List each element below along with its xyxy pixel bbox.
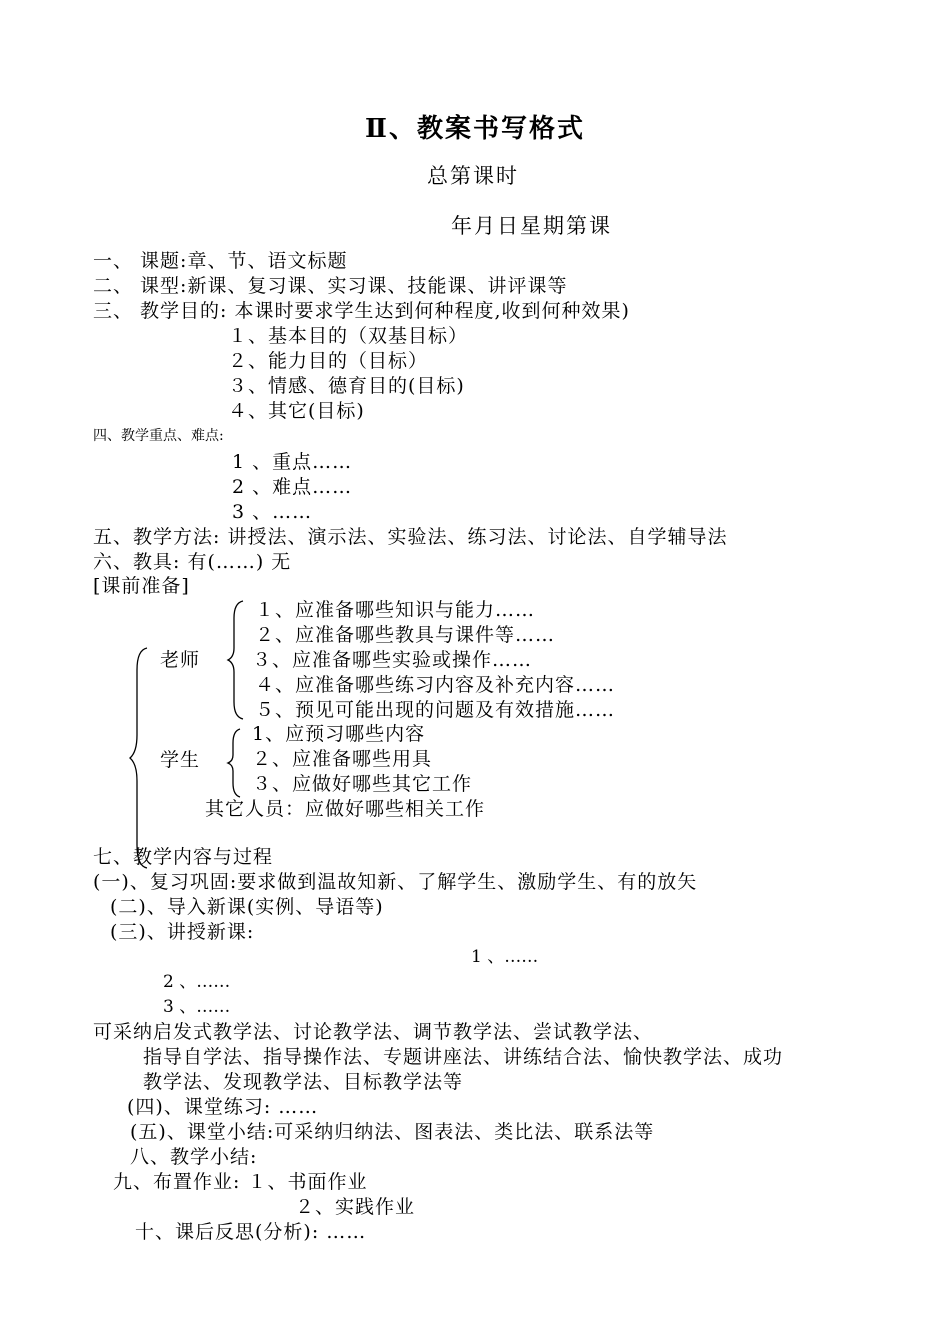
item-objective: 三、 教学目的: 本课时要求学生达到何种程度,收到何种效果) [93, 300, 630, 322]
objective-2: ２、能力目的（目标） [228, 350, 429, 372]
process-teach-new: (三)、讲授新课: [110, 921, 255, 943]
teach-step-1: 1 、…… [471, 947, 539, 967]
key-point-3: 3 、…… [232, 501, 313, 523]
item-preparation: [课前准备] [93, 575, 190, 597]
methods-line-2: 指导自学法、指导操作法、专题讲座法、讲练结合法、愉快教学法、成功 [143, 1046, 784, 1068]
teacher-item: ４、应准备哪些练习内容及补充内容…… [255, 674, 616, 696]
item-reflection: 十、课后反思(分析): …… [135, 1221, 367, 1243]
teacher-brace [228, 601, 243, 719]
homework-practice: ２、实践作业 [295, 1196, 416, 1218]
item-key-points: 四、教学重点、难点: [93, 428, 224, 444]
teacher-item: ３、应准备哪些实验或操作…… [252, 649, 533, 671]
key-point-1: 1 、重点…… [232, 451, 353, 473]
item-lesson-summary: 八、教学小结: [130, 1146, 258, 1168]
objective-3: ３、情感、德育目的(目标) [228, 375, 465, 397]
teach-step-3: 3 、…… [163, 997, 231, 1017]
student-brace [228, 729, 240, 797]
process-practice: (四)、课堂练习: …… [127, 1096, 319, 1118]
student-label: 学生 [160, 749, 201, 771]
teacher-item: ５、预见可能出现的问题及有效措施…… [255, 699, 616, 721]
teacher-item: ２、应准备哪些教具与课件等…… [255, 624, 556, 646]
student-item: ３、应做好哪些其它工作 [252, 773, 473, 795]
process-introduce: (二)、导入新课(实例、导语等) [110, 896, 384, 918]
objective-4: ４、其它(目标) [228, 400, 365, 422]
student-item: 1、应预习哪些内容 [252, 723, 426, 745]
item-process: 七、教学内容与过程 [93, 846, 274, 868]
item-homework: 九、布置作业: １、书面作业 [113, 1171, 368, 1193]
teacher-label: 老师 [160, 649, 201, 671]
key-point-2: 2 、难点…… [232, 476, 353, 498]
item-topic: 一、 课题:章、节、语文标题 [93, 250, 348, 272]
item-methods: 五、教学方法: 讲授法、演示法、实验法、练习法、讨论法、自学辅导法 [93, 526, 728, 548]
teacher-item: １、应准备哪些知识与能力…… [255, 599, 536, 621]
student-item: ２、应准备哪些用具 [252, 748, 433, 770]
objective-1: １、基本目的（双基目标） [228, 325, 469, 347]
item-lesson-type: 二、 课型:新课、复习课、实习课、技能课、讲评课等 [93, 275, 568, 297]
teach-step-2: 2 、…… [163, 972, 231, 992]
page-title: Ⅱ、教案书写格式 [365, 114, 585, 144]
process-review: (一)、复习巩固:要求做到温故知新、了解学生、激励学生、有的放矢 [93, 871, 698, 893]
process-summary: (五)、课堂小结:可采纳归纳法、图表法、类比法、联系法等 [130, 1121, 655, 1143]
date-line: 年月日星期第课 [451, 214, 612, 238]
methods-line-3: 教学法、发现教学法、目标教学法等 [143, 1071, 464, 1093]
item-teaching-aids: 六、教具: 有(……) 无 [93, 551, 292, 573]
methods-line-1: 可采纳启发式教学法、讨论教学法、调节教学法、尝试教学法、 [93, 1021, 654, 1043]
total-lesson-line: 总第课时 [427, 164, 519, 188]
others-item: 其它人员：应做好哪些相关工作 [205, 798, 486, 820]
outer-brace [130, 648, 147, 868]
